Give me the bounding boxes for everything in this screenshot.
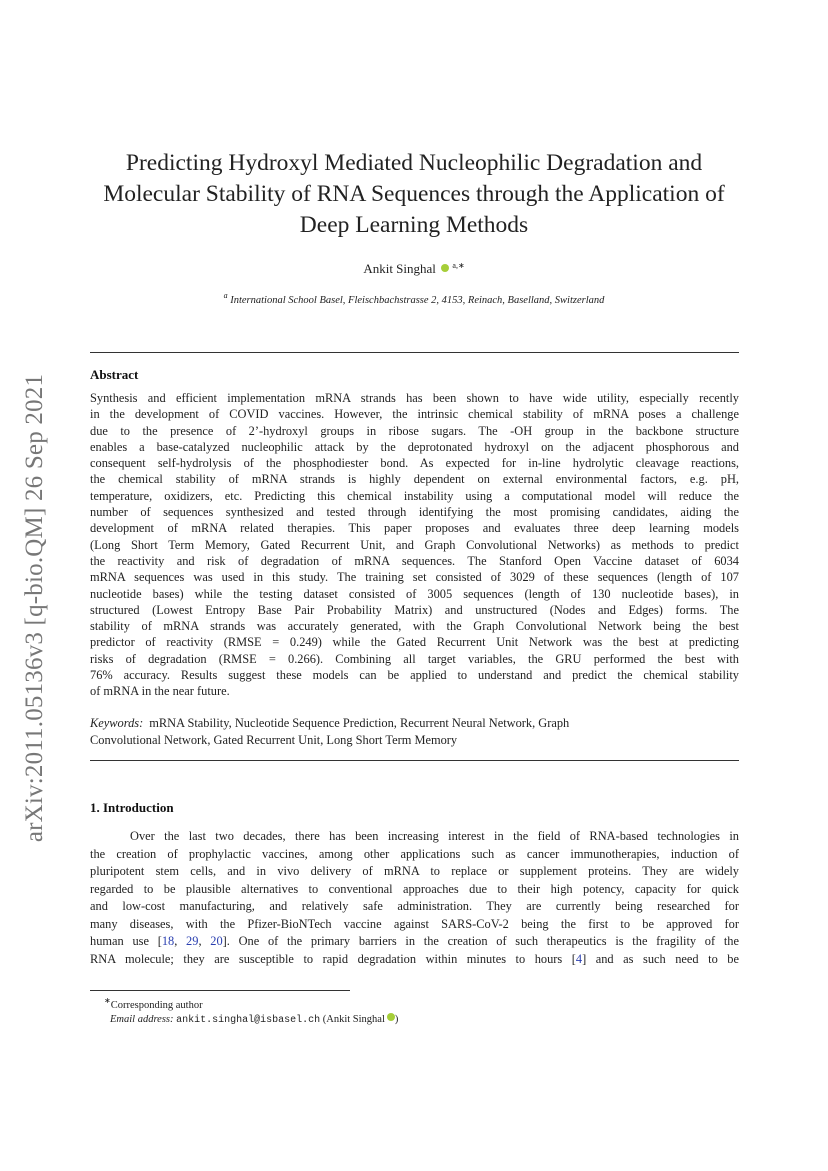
abstract-line: consequent self-hydrolysis of the phosphodiester bond. As expected for in-line hydrolytic cleavage reactions,	[90, 456, 739, 471]
abstract-line: 76% accuracy. Results suggest these models can be applied to understand and predict the chemical stability	[90, 668, 739, 683]
orcid-icon[interactable]	[387, 1013, 395, 1021]
intro-line: pluripotent stem cells, and in vivo delivery of mRNA to replace or supplement proteins. They are widely	[90, 864, 739, 878]
abstract-line: number of sequences synthesized and tested through identifying the most promising candidates, aiding the	[90, 505, 739, 520]
intro-text: ] and as such need to be	[582, 951, 739, 966]
abstract-line: risks of degradation (RMSE = 0.266). Combining all target variables, the GRU performed the best with	[90, 651, 739, 666]
abstract-line: nucleotide bases) while the testing dataset consisted of 3005 sequences (length of 130 nucleotide bases), in	[90, 586, 739, 601]
abstract-line: predictor of reactivity (RMSE = 0.249) while the Gated Recurrent Unit Network was the best at predicting	[90, 635, 739, 650]
footnote: ∗Corresponding author Email address: ankit.singhal@isbasel.ch (Ankit Singhal )	[104, 996, 399, 1026]
affiliation-text: International School Basel, Fleischbachstrasse 2, 4153, Reinach, Baselland, Switzerland	[230, 295, 605, 306]
title-line: Deep Learning Methods	[299, 212, 529, 238]
intro-line	[90, 951, 739, 969]
email-address[interactable]: ankit.singhal@isbasel.ch	[176, 1015, 321, 1026]
abstract-line: structured (Lowest Entropy Base Pair Probability Matrix) and unstructured (Nodes and Edges) forms. The	[90, 602, 739, 617]
intro-line: regarded to be plausible alternatives to conventional approaches due to their high potency, capacity for quick	[90, 881, 739, 896]
introduction-body	[90, 828, 739, 968]
arxiv-identifier-stamp	[14, 345, 56, 870]
citation-link[interactable]: 29	[186, 934, 199, 948]
abstract-line: mRNA sequences was used in this study. The training set consisted of 3029 of these sequences (length of 107	[90, 570, 739, 585]
abstract-line: in the development of COVID vaccines. However, the intrinsic chemical stability of mRNA poses a challenge	[90, 407, 739, 422]
email-label: Email address:	[110, 1014, 174, 1025]
intro-line: human use [18, 29, 20]. One of the primary barriers in the creation of such therapeutics is the fragility of the	[90, 934, 739, 948]
abstract-heading: Abstract	[90, 367, 139, 382]
intro-text: human use [	[90, 934, 162, 948]
author-name: Ankit Singhal	[363, 261, 436, 276]
corresponding-author-note: Corresponding author	[110, 1000, 203, 1011]
abstract-line: enables a base-catalyzed nucleophilic attack by the deprotonated hydroxyl on the adjacent phosphorous and	[90, 439, 739, 454]
abstract-bottom-rule	[90, 760, 739, 761]
title-line: Predicting Hydroxyl Mediated Nucleophilic Degradation and	[125, 150, 703, 176]
intro-line: and low-cost manufacturing, and relatively safe administration. They are currently being researched for	[90, 899, 739, 913]
keywords-line: Convolutional Network, Gated Recurrent Unit, Long Short Term Memory	[90, 733, 458, 747]
intro-line: Over the last two decades, there has been increasing interest in the field of RNA-based technologies in	[130, 829, 739, 843]
affiliation-mark: a	[223, 291, 228, 300]
arxiv-id: arXiv:2011.05136v3 [q-bio.QM] 26 Sep 2021	[21, 373, 49, 842]
abstract-line: the reactivity and risk of degradation of mRNA sequences. The Stanford Open Vaccine dataset of 6034	[90, 553, 739, 568]
affiliation	[0, 291, 828, 306]
citation-link[interactable]: 20	[210, 934, 223, 948]
keywords-line: mRNA Stability, Nucleotide Sequence Prediction, Recurrent Neural Network, Graph	[149, 716, 570, 730]
abstract-line: development of mRNA related therapies. This paper proposes and evaluates three deep learning models	[90, 521, 739, 536]
author-line	[0, 261, 828, 277]
keywords	[90, 715, 739, 749]
citation-link[interactable]: 18	[161, 934, 175, 948]
author-marks: a,∗	[452, 261, 465, 270]
introduction-heading: 1. Introduction	[90, 800, 174, 815]
abstract-line: of mRNA in the near future.	[90, 684, 230, 699]
email-name: (Ankit Singhal	[322, 1014, 385, 1025]
abstract-line: Synthesis and efficient implementation mRNA strands has been shown to have wide utility, especially recently	[90, 391, 739, 405]
footnote-rule	[90, 990, 350, 991]
keywords-label: Keywords:	[90, 716, 144, 730]
orcid-icon[interactable]	[441, 264, 449, 272]
abstract-line: stability of mRNA strands was accurately generated, with the Graph Convolutional Network being the best	[90, 619, 739, 634]
intro-text: RNA molecule; they are susceptible to rapid degradation within minutes to hours [	[90, 951, 576, 966]
abstract-line: (Long Short Term Memory, Gated Recurrent Unit, and Graph Convolutional Networks) as methods to predict	[90, 537, 739, 552]
abstract-line: temperature, oxidizers, etc. Predicting this chemical instability using a computational model will reduce the	[90, 488, 739, 503]
title-line: Molecular Stability of RNA Sequences through the Application of	[103, 181, 725, 207]
intro-line: many diseases, with the Pfizer-BioNTech vaccine against SARS-CoV-2 being the first to be approved for	[90, 916, 739, 931]
abstract-top-rule	[90, 352, 739, 353]
abstract-body	[90, 390, 739, 700]
citation-link[interactable]: 4	[575, 951, 583, 966]
intro-text: ]. One of the primary barriers in the creation of such therapeutics is the fragility of the	[222, 934, 739, 948]
intro-line: the creation of prophylactic vaccines, among other applications such as cancer immunotherapies, induction of	[90, 846, 739, 861]
abstract-line: the chemical stability of mRNA strands is highly dependent on external environmental factors, e.g. pH,	[90, 472, 739, 487]
abstract-line: due to the presence of 2’-hydroxyl groups in ribose sugars. The -OH group in the backbone structure	[90, 423, 739, 438]
paper-title	[80, 148, 748, 241]
